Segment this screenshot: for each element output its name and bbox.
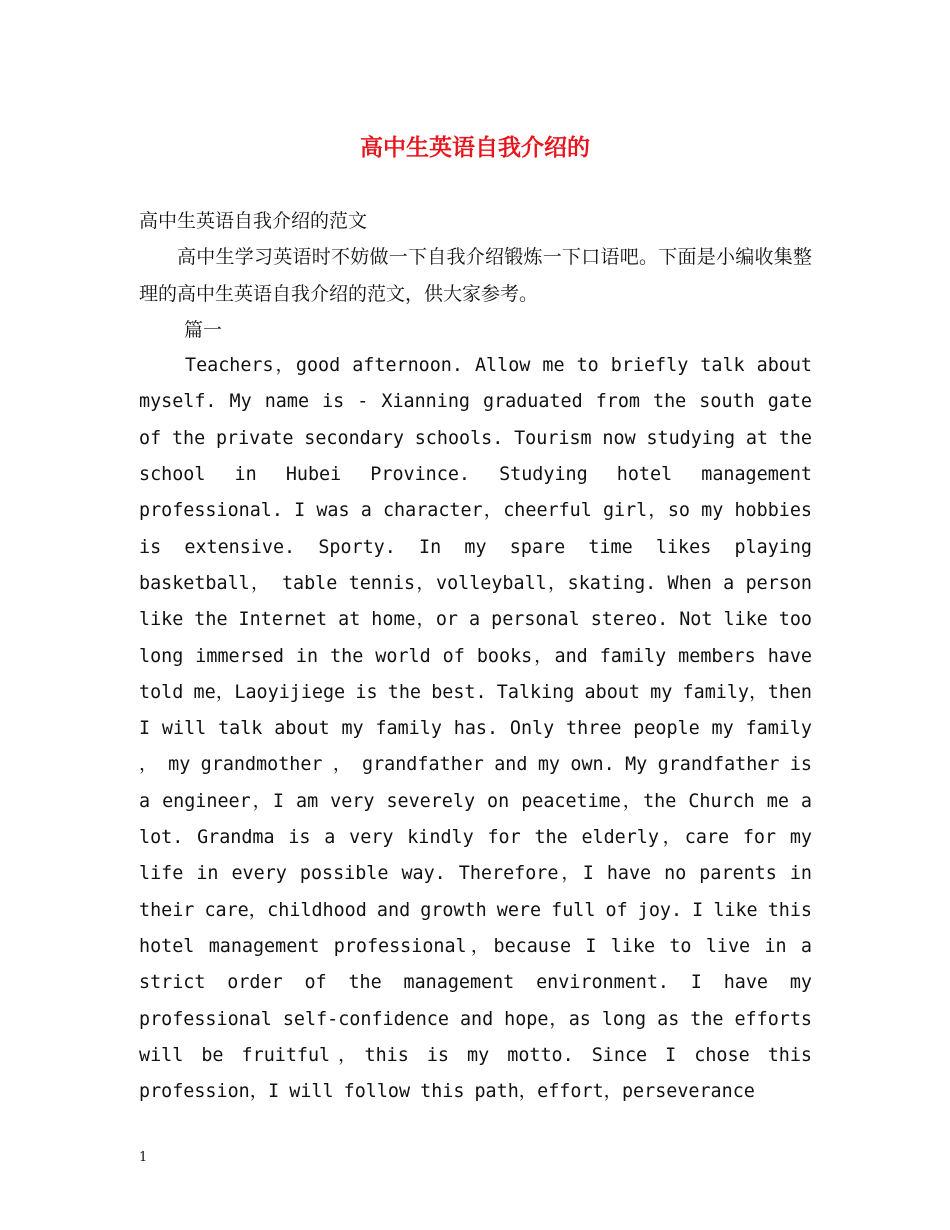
page-title: 高中生英语自我介绍的: [360, 135, 590, 161]
intro-paragraph: 高中生学习英语时不妨做一下自我介绍锻炼一下口语吧。下面是小编收集整理的高中生英语自我介绍的范文，供大家参考。: [139, 246, 812, 305]
section-label: 篇一: [184, 318, 223, 341]
essay-paragraph: Teachers，good afternoon. Allow me to briefly talk about myself. My name is - Xianning graduated from the south gate of the private secondary schools. Tourism now studying at the school in Hubei Province. Studying hotel management professional. I was a character，cheerful girl，so my hobbies is extensive. Sporty. In my spare time likes playing basketball， table tennis，volleyball，skating. When a person like the Internet at home，or a personal stereo. Not like too long immersed in the world of books，and family members have told me，Laoyijiege is the best. Talking about my family，then I will talk about my family has. Only three people my family ， my grandmother ， grandfather and my own. My grandfather is a engineer，I am very severely on peacetime，the Church me a lot. Grandma is a very kindly for the elderly，care for my life in every possible way. Therefore，I have no parents in their care，childhood and growth were full of joy. I like this hotel management professional，because I like to live in a strict order of the management environment. I have my professional self-confidence and hope，as long as the efforts will be fruitful，this is my motto. Since I chose this profession，I will follow this path，effort，perseverance: [139, 355, 812, 1103]
page-number: 1: [139, 1150, 148, 1165]
document-subtitle: 高中生英语自我介绍的范文: [139, 210, 368, 232]
document-content: [139, 203, 812, 1110]
